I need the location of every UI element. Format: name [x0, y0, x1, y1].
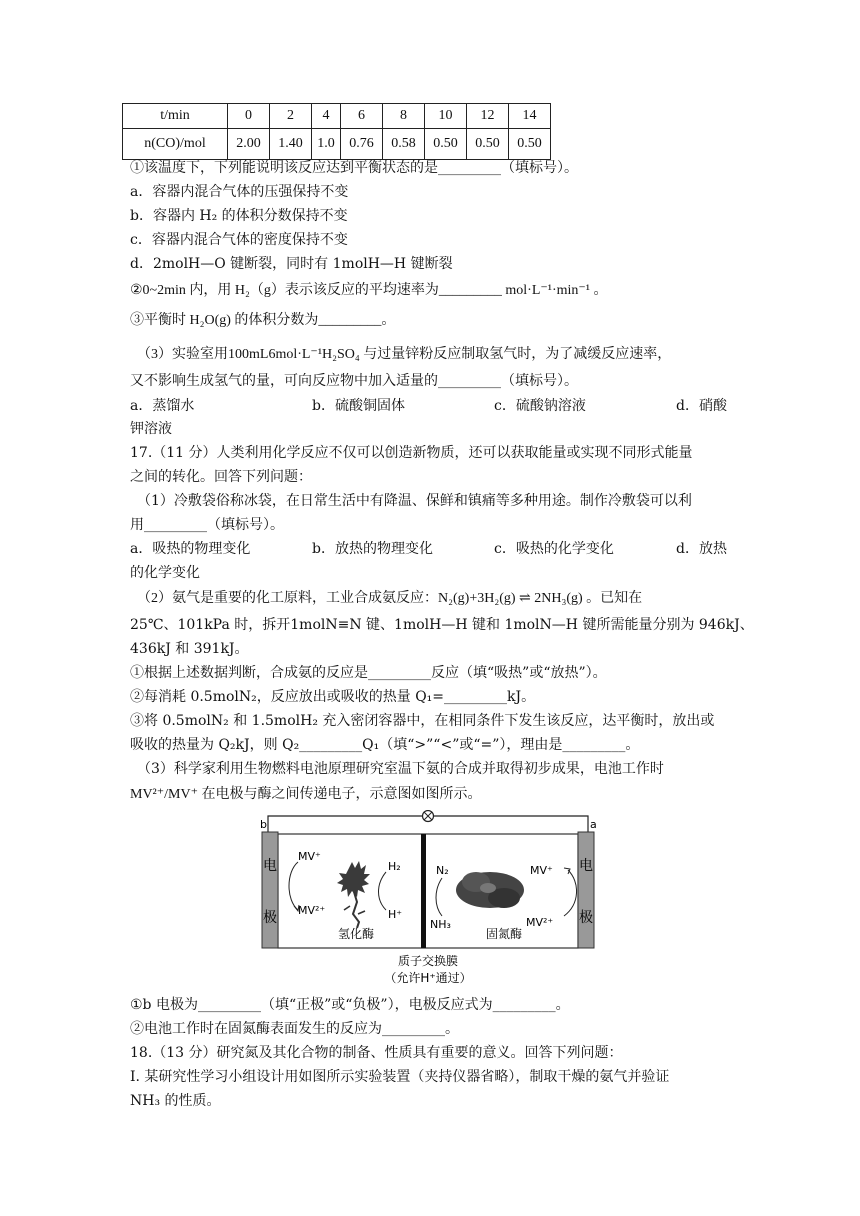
q17-part3-line1: （3）科学家利用生物燃料电池原理研究室温下氨的合成并取得初步成果，电池工作时: [137, 761, 664, 777]
q16-sub1: ①该温度下，下列能说明该反应达到平衡状态的是_________（填标号）。: [130, 160, 578, 176]
q17-part2-line1: （2）氨气是重要的化工原料，工业合成氨反应：N₂(g)+3H₂(g) ⇌ 2NH₃(g) 。已知在: [137, 591, 643, 606]
nh3-label: NH₃: [430, 918, 451, 931]
table-header-cell: 14: [509, 104, 551, 129]
q16-part3-option-a: a．蒸馏水: [130, 398, 195, 414]
right-electrode-char-1: 电: [579, 858, 593, 874]
left-electrode-char-2: 极: [263, 910, 277, 926]
q18-part1-line2: NH₃ 的性质。: [130, 1093, 221, 1109]
left-mv-2plus-label: MV²⁺: [298, 904, 326, 917]
q16-part3-option-b: b．硫酸铜固体: [312, 398, 405, 414]
left-electrode-char-1: 电: [263, 858, 277, 874]
q17-part2-sub2: ②每消耗 0.5molN₂，反应放出或吸收的热量 Q₁=_________kJ。: [130, 689, 536, 705]
q17-part2-line3: 436kJ 和 391kJ。: [130, 641, 249, 657]
membrane-caption-line2: （允许H⁺通过）: [384, 971, 472, 985]
q16-part3-line2: 又不影响生成氢气的量，可向反应物中加入适量的_________（填标号）。: [130, 373, 578, 389]
q17-title-line2: 之间的转化。回答下列问题：: [130, 469, 312, 485]
table-cell: 0.50: [509, 129, 551, 160]
q17-part2-sub1: ①根据上述数据判断，合成氨的反应是_________反应（填“吸热”或“放热”）。: [130, 665, 607, 681]
q16-sub1-option-c: c．容器内混合气体的密度保持不变: [130, 232, 348, 248]
table-header-row: [123, 104, 551, 129]
q17-part1-option-d-cont: 的化学变化: [130, 565, 200, 581]
right-electrode: [578, 832, 594, 948]
table-cell: 1.40: [270, 129, 312, 160]
table-header-cell: 4: [312, 104, 341, 129]
table-cell: 0.76: [341, 129, 383, 160]
q18-part1-line1: Ⅰ. 某研究性学习小组设计用如图所示实验装置（夹持仪器省略），制取干燥的氨气并验证: [130, 1069, 670, 1085]
q17-part1-option-b: b．放热的物理变化: [312, 541, 433, 557]
right-mv-2plus-label: MV²⁺: [526, 916, 554, 929]
left-mv-plus-label: MV⁺: [298, 850, 321, 863]
table-row: [123, 129, 551, 160]
q17-part3-sub2: ②电池工作时在固氮酶表面发生的反应为_________。: [130, 1021, 459, 1037]
table-header-cell: 2: [270, 104, 312, 129]
nitrogenase-enzyme-icon: [456, 872, 524, 908]
terminal-a-label: a: [590, 818, 597, 831]
table-cell: 0.50: [425, 129, 467, 160]
fuel-cell-diagram: [258, 810, 598, 990]
q16-part3-option-d: d．硝酸: [676, 398, 727, 414]
q17-part1-option-c: c．吸热的化学变化: [494, 541, 614, 557]
q17-part1-line1: （1）冷敷袋俗称冰袋，在日常生活中有降温、保鲜和镇痛等多种用途。制作冷敷袋可以利: [137, 493, 692, 509]
q17-part3-line2: MV²⁺/MV⁺ 在电极与酶之间传递电子，示意图如图所示。: [130, 787, 482, 802]
table-header-cell: 0: [228, 104, 270, 129]
q17-part2-line2: 25℃、101kPa 时，拆开1molN≡N 键、1molH—H 键和 1molN—H 键所需能量分别为 946kJ、: [130, 617, 754, 633]
table-header-cell: 6: [341, 104, 383, 129]
table-cell: 0.50: [467, 129, 509, 160]
terminal-b-label: b: [260, 818, 267, 831]
right-mv-plus-label: MV⁺: [530, 864, 553, 877]
q17-part2-sub3-line2: 吸收的热量为 Q₂kJ，则 Q₂_________Q₁（填“>”“<”或“=”），理由是_________。: [130, 737, 640, 753]
nitrogenase-label: 固氮酶: [486, 927, 523, 941]
cell-container: [278, 834, 578, 948]
q16-sub3: ③平衡时 H₂O(g) 的体积分数为_________。: [130, 313, 396, 328]
table-header-cell: 12: [467, 104, 509, 129]
h-plus-label: H⁺: [388, 908, 403, 921]
q17-part1-line2: 用_________（填标号）。: [130, 517, 284, 533]
q17-part3-sub1: ①b 电极为_________（填“正极”或“负极”），电极反应式为_________。: [130, 997, 570, 1013]
table-cell: 0.58: [383, 129, 425, 160]
q18-title: 18.（13 分）研究氮及其化合物的制备、性质具有重要的意义。回答下列问题：: [130, 1045, 623, 1061]
q16-sub1-option-d: d．2molH—O 键断裂，同时有 1molH—H 键断裂: [130, 256, 453, 272]
table-header-cell: 8: [383, 104, 425, 129]
q16-sub1-option-b: b．容器内 H₂ 的体积分数保持不变: [130, 208, 348, 224]
q17-title-line1: 17.（11 分）人类利用化学反应不仅可以创造新物质，还可以获取能量或实现不同形式能量: [130, 445, 693, 461]
q17-part2-sub3-line1: ③将 0.5molN₂ 和 1.5molH₂ 充入密闭容器中，在相同条件下发生该反应，达平衡时，放出或: [130, 713, 715, 729]
membrane-caption-line1: 质子交换膜: [397, 954, 459, 968]
right-electrode-char-2: 极: [579, 910, 593, 926]
q17-part1-option-a: a．吸热的物理变化: [130, 541, 251, 557]
q16-part3-option-d-cont: 钾溶液: [130, 421, 172, 437]
table-cell: 2.00: [228, 129, 270, 160]
h2-label: H₂: [388, 860, 401, 873]
q16-sub2: ②0~2min 内，用 H₂（g）表示该反应的平均速率为_________ mol·L⁻¹·min⁻¹ 。: [130, 283, 608, 298]
q17-part1-option-d: d．放热: [676, 541, 727, 557]
q16-part3-option-c: c．硫酸钠溶液: [494, 398, 586, 414]
n2-label: N₂: [436, 864, 449, 877]
q16-sub1-option-a: a．容器内混合气体的压强保持不变: [130, 184, 349, 200]
table-header-cell: t/min: [123, 104, 228, 129]
table-header-cell: 10: [425, 104, 467, 129]
table-cell: 1.0: [312, 129, 341, 160]
proton-exchange-membrane: [421, 834, 426, 948]
q16-part3-line1: （3）实验室用100mL6mol·L⁻¹H₂SO₄ 与过量锌粉反应制取氢气时，为了减缓反应速率，: [137, 347, 672, 362]
table-row-label: n(CO)/mol: [123, 129, 228, 160]
left-electrode: [262, 832, 278, 948]
hydrogenase-label: 氢化酶: [338, 927, 375, 941]
co-amount-table: [122, 103, 551, 160]
